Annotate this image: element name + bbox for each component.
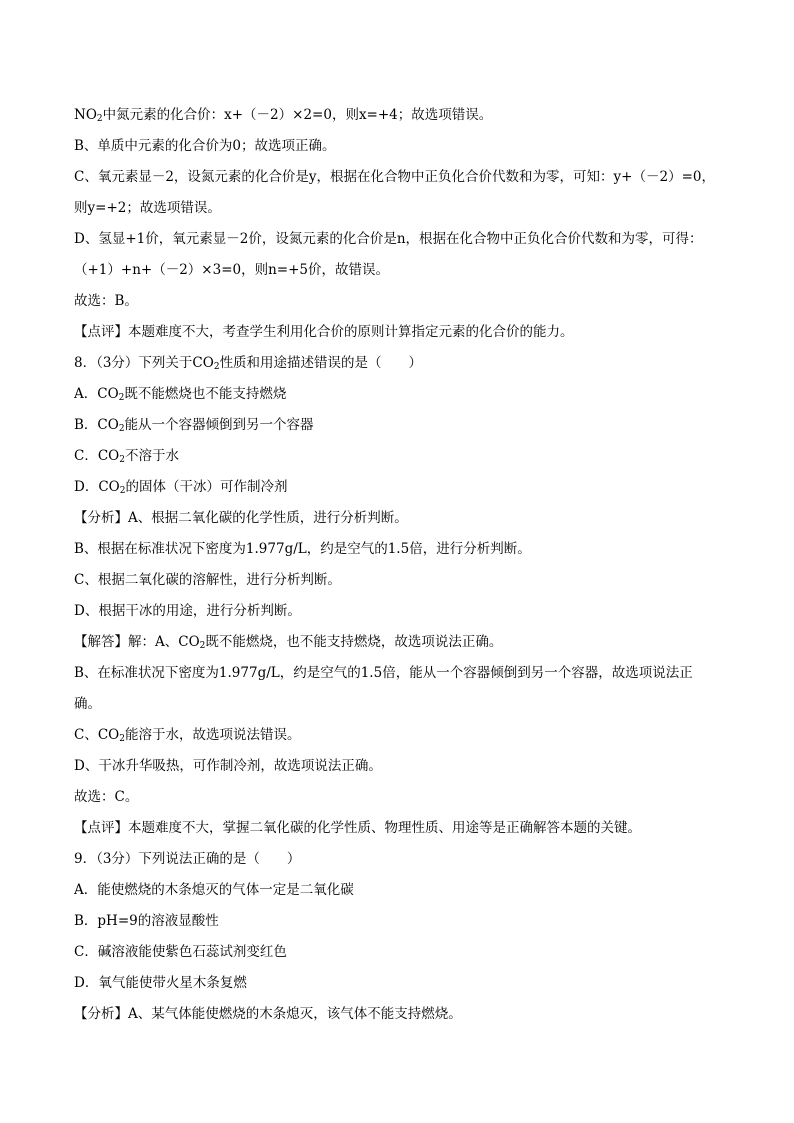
option-a bbox=[74, 379, 720, 410]
text-line bbox=[74, 255, 720, 286]
subscript: 2 bbox=[213, 362, 220, 372]
text-line-prefix: C．CO bbox=[74, 448, 120, 464]
text-line-body: B．pH=9的溶液显酸性 bbox=[74, 913, 219, 929]
text-line-body: C、氧元素显－2，设氮元素的化合价是y，根据在化合物中正负化合价代数和为零，可知：y+（－2）=0， bbox=[74, 169, 715, 185]
answer-line bbox=[74, 627, 720, 658]
text-line-body: 【分析】A、某气体能使燃烧的木条熄灭，该气体不能支持燃烧。 bbox=[74, 1006, 462, 1022]
text-line-body: 性质和用途描述错误的是（ ） bbox=[219, 355, 423, 371]
analysis-line bbox=[74, 999, 720, 1030]
subscript: 2 bbox=[199, 641, 206, 651]
text-line-prefix: 8．（3分）下列关于CO bbox=[74, 355, 214, 371]
text-line-body: 既不能燃烧，也不能支持燃烧，故选项说法正确。 bbox=[205, 634, 503, 650]
text-line-body: D、氢显+1价，氧元素显－2价，设氮元素的化合价是n，根据在化合物中正负化合价代数和为零，可得： bbox=[74, 231, 703, 247]
text-line-body: B、在标准状况下密度为1.977g/L，约是空气的1.5倍，能从一个容器倾倒到另一个容器，故选项说法正 bbox=[74, 665, 693, 681]
text-line-body: 既不能燃烧也不能支持燃烧 bbox=[124, 386, 287, 402]
text-line-prefix: B．CO bbox=[74, 417, 119, 433]
text-line-body: 确。 bbox=[74, 696, 101, 712]
option-d bbox=[74, 472, 720, 503]
option-b bbox=[74, 410, 720, 441]
subscript: 2 bbox=[118, 424, 125, 434]
option-c bbox=[74, 441, 720, 472]
text-line-body: 不溶于水 bbox=[124, 448, 179, 464]
text-line bbox=[74, 596, 720, 627]
text-line-body: 【分析】A、根据二氧化碳的化学性质，进行分析判断。 bbox=[74, 510, 408, 526]
subscript: 2 bbox=[119, 734, 125, 744]
text-line-body: 能从一个容器倾倒到另一个容器 bbox=[124, 417, 314, 433]
text-line-prefix: NO bbox=[74, 107, 97, 123]
text-line-body: 故选：C。 bbox=[74, 789, 139, 805]
text-line-body: C、根据二氧化碳的溶解性，进行分析判断。 bbox=[74, 572, 341, 588]
text-line bbox=[74, 224, 720, 255]
text-line bbox=[74, 162, 720, 193]
text-line-body: （+1）+n+（－2）×3=0，则n=+5价，故错误。 bbox=[74, 262, 390, 278]
text-line-body: 【点评】本题难度不大，考查学生利用化合价的原则计算指定元素的化合价的能力。 bbox=[74, 324, 574, 340]
text-line-body: D、干冰升华吸热，可作制冷剂，故选项说法正确。 bbox=[74, 758, 382, 774]
text-line-body: A．能使燃烧的木条熄灭的气体一定是二氧化碳 bbox=[74, 882, 354, 898]
option-c bbox=[74, 937, 720, 968]
text-line-body: 能溶于水，故选项说法错误。 bbox=[124, 727, 301, 743]
option-a bbox=[74, 875, 720, 906]
text-line-body: 故选：B。 bbox=[74, 293, 138, 309]
text-line bbox=[74, 286, 720, 317]
text-line-body: 9．（3分）下列说法正确的是（ ） bbox=[74, 851, 301, 867]
text-line-prefix: 【解答】解：A、CO bbox=[74, 634, 200, 650]
question-9-stem bbox=[74, 844, 720, 875]
text-line bbox=[74, 193, 720, 224]
text-line-body: 则y=+2；故选项错误。 bbox=[74, 200, 221, 216]
comment-line bbox=[74, 317, 720, 348]
text-line-body: 中氮元素的化合价：x+（－2）×2=0，则x=+4；故选项错误。 bbox=[102, 107, 493, 123]
text-line-prefix: A．CO bbox=[74, 386, 119, 402]
text-line-body: 【点评】本题难度不大，掌握二氧化碳的化学性质、物理性质、用途等是正确解答本题的关键。 bbox=[74, 820, 641, 836]
document-page bbox=[74, 100, 720, 1030]
comment-line bbox=[74, 813, 720, 844]
text-line-body: C．碱溶液能使紫色石蕊试剂变红色 bbox=[74, 944, 287, 960]
text-line bbox=[74, 100, 720, 131]
text-line-body: B、根据在标准状况下密度为1.977g/L，约是空气的1.5倍，进行分析判断。 bbox=[74, 541, 531, 557]
text-line-prefix: C、CO bbox=[74, 727, 120, 743]
subscript: 2 bbox=[119, 486, 126, 496]
text-line bbox=[74, 689, 720, 720]
text-line-prefix: D．CO bbox=[74, 479, 120, 495]
text-line bbox=[74, 565, 720, 596]
text-line-body: D．氧气能使带火星木条复燃 bbox=[74, 975, 247, 991]
text-line-body: B、单质中元素的化合价为0；故选项正确。 bbox=[74, 138, 336, 154]
analysis-line bbox=[74, 503, 720, 534]
text-line bbox=[74, 131, 720, 162]
option-d bbox=[74, 968, 720, 999]
text-line bbox=[74, 720, 720, 751]
text-line-body: D、根据干冰的用途，进行分析判断。 bbox=[74, 603, 301, 619]
text-line bbox=[74, 534, 720, 565]
subscript: 2 bbox=[118, 393, 125, 403]
text-line bbox=[74, 782, 720, 813]
question-8-stem bbox=[74, 348, 720, 379]
text-line bbox=[74, 658, 720, 689]
subscript: 2 bbox=[96, 114, 103, 124]
subscript: 2 bbox=[119, 455, 125, 465]
option-b bbox=[74, 906, 720, 937]
text-line-body: 的固体（干冰）可作制冷剂 bbox=[125, 479, 288, 495]
text-line bbox=[74, 751, 720, 782]
